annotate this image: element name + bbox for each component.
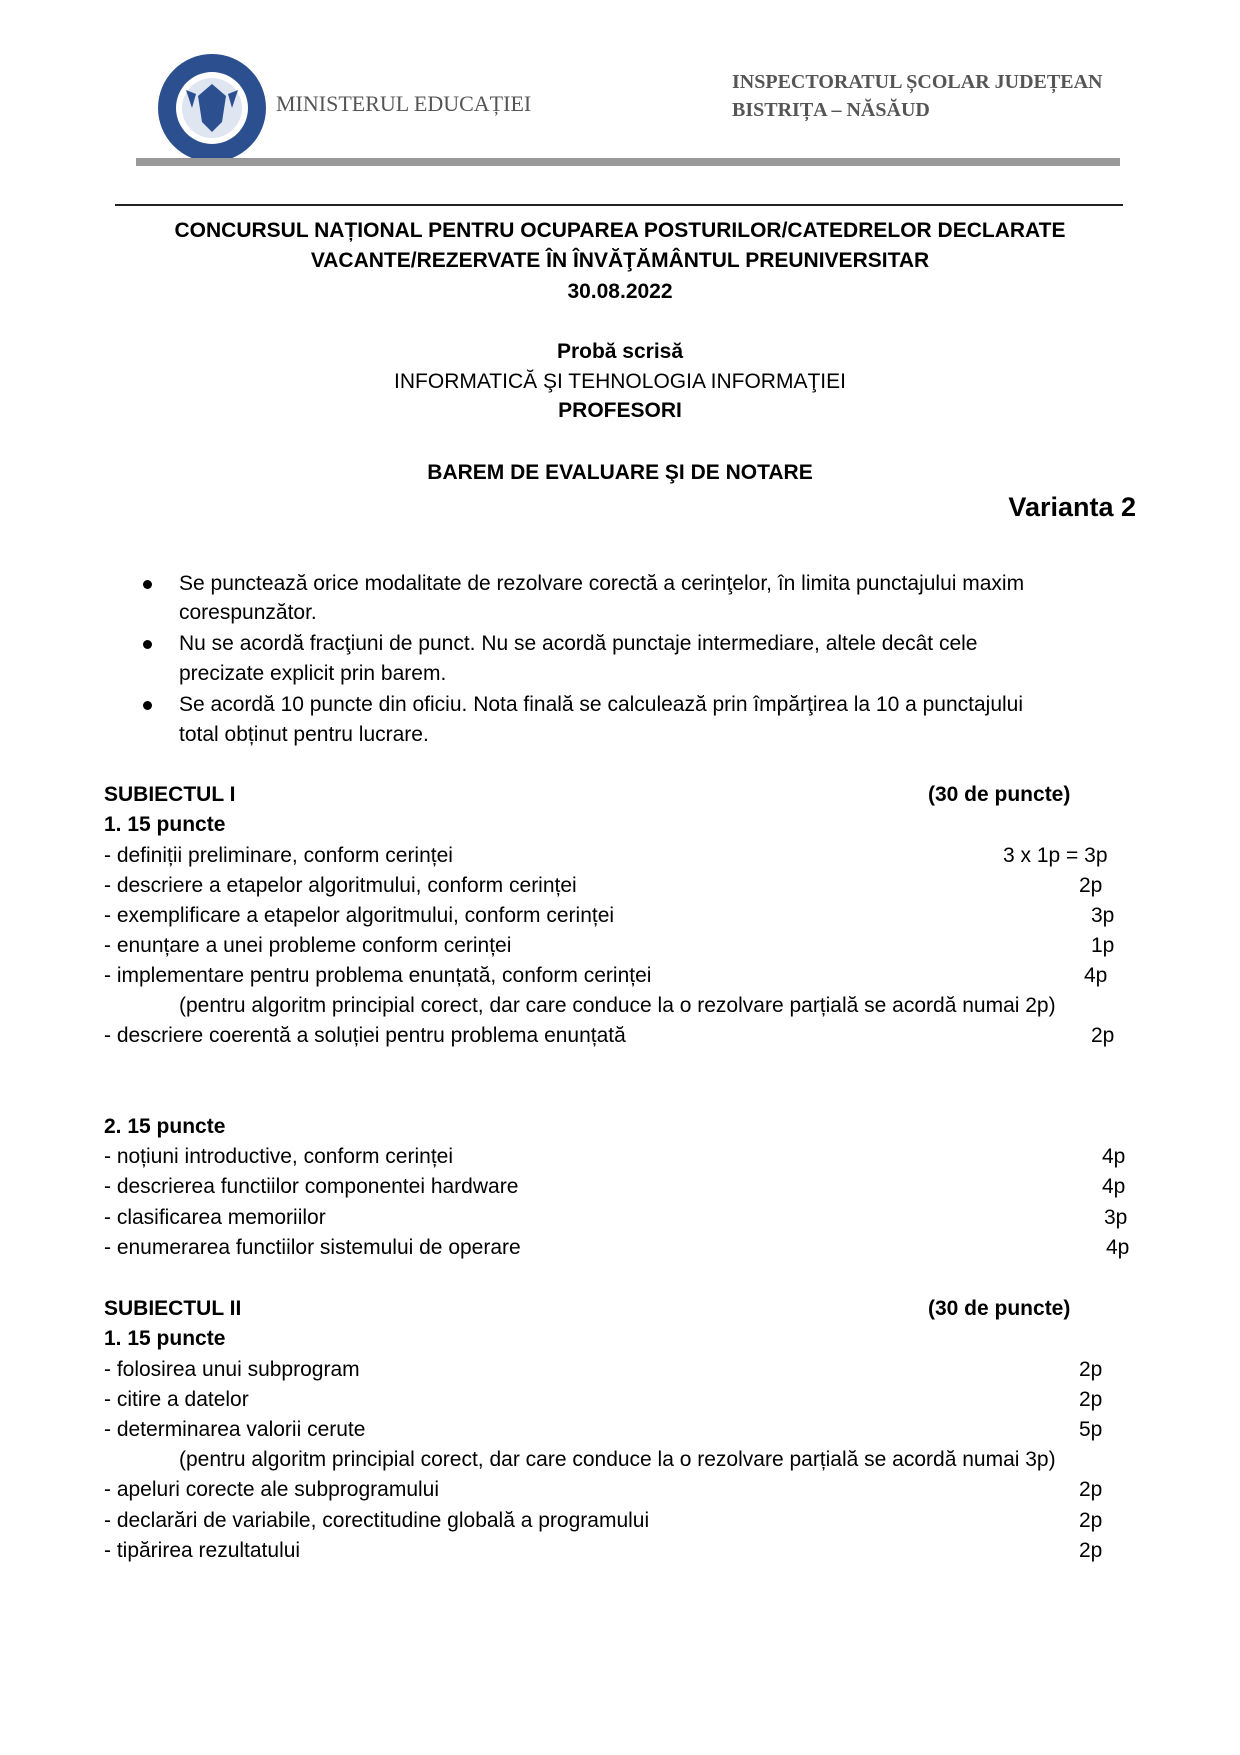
bullet-icon — [143, 640, 152, 649]
inspectorate-name-line1: INSPECTORATUL ȘCOLAR JUDEȚEAN — [732, 71, 1103, 93]
bullet-icon — [143, 580, 152, 589]
criterion-points: 2p — [1079, 1388, 1103, 1411]
variant-label: Varianta 2 — [1008, 492, 1136, 522]
criterion-points: 2p — [1079, 874, 1103, 897]
rule-2-line1: Nu se acordă fracţiuni de punct. Nu se acordă punctaje intermediare, altele decât cele — [179, 632, 978, 655]
rule-2-line2: precizate explicit prin barem. — [179, 662, 447, 685]
criterion-text: - descriere coerentă a soluției pentru problema enunțată — [104, 1024, 626, 1047]
criterion-text: - enunțare a unei probleme conform cerinței — [104, 934, 512, 957]
criterion-text: - folosirea unui subprogram — [104, 1358, 360, 1381]
criterion-points: 2p — [1079, 1358, 1103, 1381]
title-line2: VACANTE/REZERVATE ÎN ÎNVĂŢĂMÂNTUL PREUNIVERSITAR — [310, 249, 930, 272]
subject1-q2-heading: 2. 15 puncte — [104, 1115, 226, 1138]
criterion-note: (pentru algoritm principial corect, dar care conduce la o rezolvare parțială se acordă numai 3p) — [179, 1448, 1056, 1471]
criterion-text: - citire a datelor — [104, 1388, 249, 1411]
subject2-q1-heading: 1. 15 puncte — [104, 1327, 226, 1350]
criterion-text: - definiții preliminare, conform cerinței — [104, 844, 453, 867]
subject1-q1-heading: 1. 15 puncte — [104, 813, 226, 836]
criterion-text: - determinarea valorii cerute — [104, 1418, 366, 1441]
criterion-text: - noțiuni introductive, conform cerinței — [104, 1145, 453, 1168]
subject2-points: (30 de puncte) — [928, 1297, 1071, 1320]
criterion-points: 3 x 1p = 3p — [1003, 844, 1108, 867]
rule-1-line1: Se punctează orice modalitate de rezolvare corectă a cerinţelor, în limita punctajului maxim — [179, 572, 1025, 595]
divider-line — [115, 204, 1123, 206]
criterion-points: 1p — [1091, 934, 1115, 957]
criterion-points: 4p — [1102, 1145, 1126, 1168]
exam-type: Probă scrisă — [556, 340, 684, 363]
criterion-text: - enumerarea functiilor sistemului de operare — [104, 1236, 521, 1259]
criterion-text: - apeluri corecte ale subprogramului — [104, 1478, 440, 1501]
subject1-points: (30 de puncte) — [928, 783, 1071, 806]
header-gray-bar — [136, 158, 1120, 166]
document-title: BAREM DE EVALUARE ŞI DE NOTARE — [427, 461, 813, 484]
criterion-points: 5p — [1079, 1418, 1103, 1441]
criterion-points: 4p — [1106, 1236, 1130, 1259]
inspectorate-name-line2: BISTRIȚA – NĂSĂUD — [732, 99, 930, 121]
criterion-text: - descrierea functiilor componentei hardware — [104, 1175, 519, 1198]
subject2-title: SUBIECTUL II — [104, 1297, 242, 1320]
criterion-text: - clasificarea memoriilor — [104, 1206, 326, 1229]
criterion-points: 2p — [1079, 1539, 1103, 1562]
criterion-points: 3p — [1104, 1206, 1128, 1229]
criterion-text: - exemplificare a etapelor algoritmului, conform cerinței — [104, 904, 615, 927]
ministry-name: MINISTERUL EDUCAȚIEI — [276, 91, 532, 116]
rule-1-line2: corespunzător. — [179, 601, 317, 624]
rule-3-line2: total obținut pentru lucrare. — [179, 723, 429, 746]
criterion-points: 3p — [1091, 904, 1115, 927]
criterion-points: 2p — [1079, 1478, 1103, 1501]
criterion-text: - declarări de variabile, corectitudine globală a programului — [104, 1509, 650, 1532]
criterion-points: 2p — [1091, 1024, 1115, 1047]
exam-subject: INFORMATICĂ ŞI TEHNOLOGIA INFORMAŢIEI — [394, 370, 846, 393]
criterion-text: - tipărirea rezultatului — [104, 1539, 301, 1562]
criterion-text: - implementare pentru problema enunțată, conform cerinței — [104, 964, 652, 987]
title-line1: CONCURSUL NAȚIONAL PENTRU OCUPAREA POSTURILOR/CATEDRELOR DECLARATE — [174, 219, 1066, 242]
criterion-points: 4p — [1084, 964, 1108, 987]
exam-audience: PROFESORI — [558, 399, 682, 422]
bullet-icon — [143, 701, 152, 710]
government-logo — [156, 50, 268, 166]
criterion-points: 2p — [1079, 1509, 1103, 1532]
subject1-title: SUBIECTUL I — [104, 783, 236, 806]
criterion-points: 4p — [1102, 1175, 1126, 1198]
criterion-note: (pentru algoritm principial corect, dar care conduce la o rezolvare parțială se acordă numai 2p) — [179, 994, 1056, 1017]
criterion-text: - descriere a etapelor algoritmului, conform cerinței — [104, 874, 577, 897]
rule-3-line1: Se acordă 10 puncte din oficiu. Nota finală se calculează prin împărţirea la 10 a punctajului — [179, 693, 1024, 716]
exam-date: 30.08.2022 — [567, 280, 673, 303]
